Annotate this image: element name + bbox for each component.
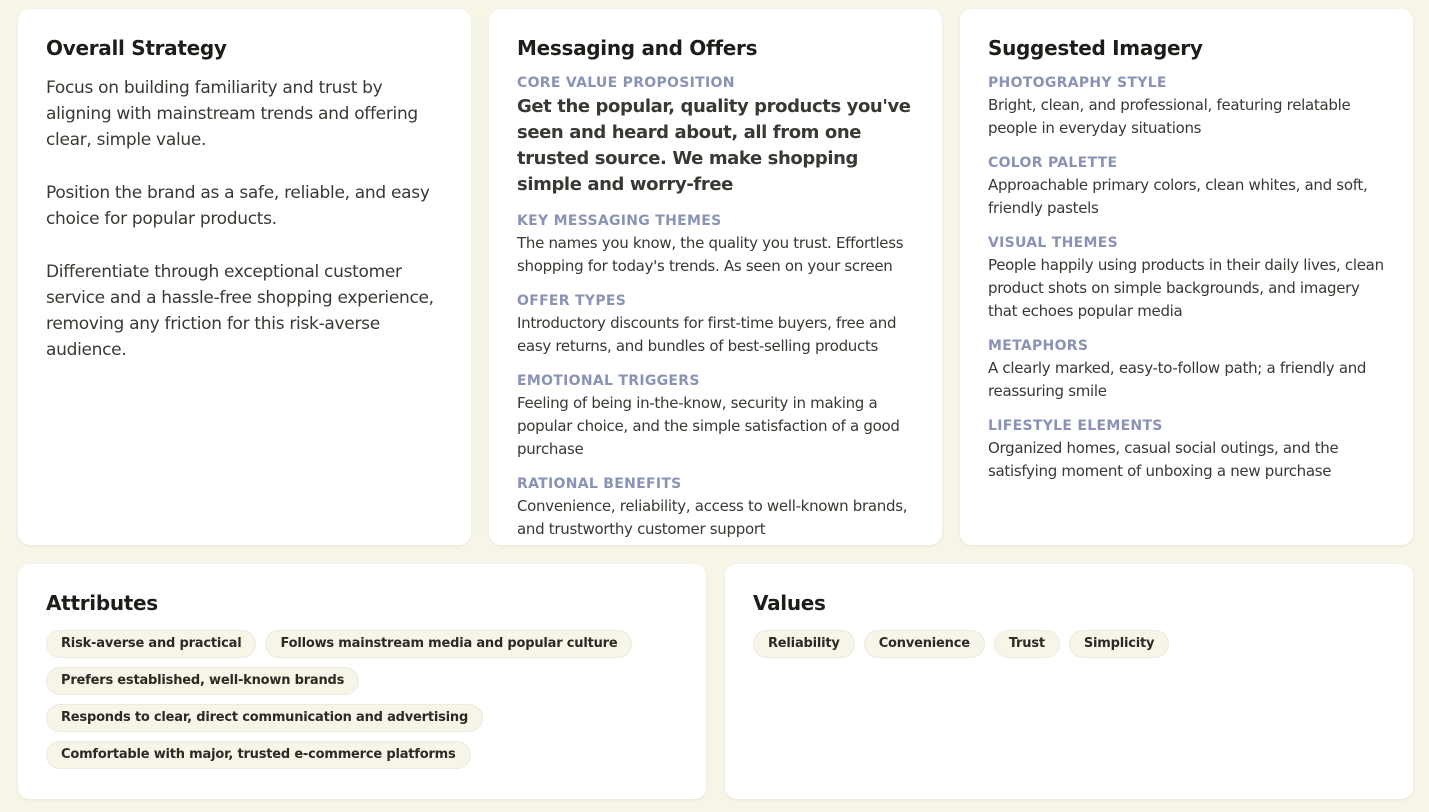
overall-strategy-card (18, 9, 471, 545)
section-label: LIFESTYLE ELEMENTS (988, 418, 1163, 434)
imagery-section-visual-themes (988, 235, 1385, 323)
values-card (725, 564, 1413, 799)
imagery-section-photography (988, 75, 1385, 140)
attribute-chip: Risk-averse and practical (46, 630, 256, 658)
attributes-title: Attributes (46, 591, 158, 615)
section-text: The names you know, the quality you trust. Effortless shopping for today's trends. As seen on your screen (517, 234, 904, 275)
section-text: Convenience, reliability, access to well-known brands, and trustworthy customer support (517, 497, 908, 538)
section-label: RATIONAL BENEFITS (517, 476, 682, 492)
section-text: Feeling of being in-the-know, security in making a popular choice, and the simple satisfaction of a good purchase (517, 394, 900, 458)
messaging-section-emotional-triggers (517, 373, 914, 461)
chip-row (46, 741, 678, 769)
suggested-imagery-title: Suggested Imagery (988, 36, 1203, 60)
strategy-paragraph: Differentiate through exceptional customer service and a hassle-free shopping experience, removing any friction for this risk-averse audience. (46, 262, 434, 360)
section-label: PHOTOGRAPHY STYLE (988, 75, 1167, 91)
values-title: Values (753, 591, 826, 615)
messaging-offers-card (489, 9, 942, 545)
messaging-section-rational-benefits (517, 476, 914, 541)
section-label: CORE VALUE PROPOSITION (517, 75, 735, 91)
chip-row (46, 704, 678, 732)
messaging-section-key-themes (517, 213, 914, 278)
section-text: Bright, clean, and professional, featuring relatable people in everyday situations (988, 96, 1351, 137)
imagery-section-lifestyle (988, 418, 1385, 483)
attribute-chip: Prefers established, well-known brands (46, 667, 359, 695)
value-chip: Convenience (864, 630, 985, 658)
overall-strategy-title: Overall Strategy (46, 36, 227, 60)
strategy-paragraph: Position the brand as a safe, reliable, and easy choice for popular products. (46, 183, 430, 229)
chip-row (46, 667, 678, 695)
value-chip: Simplicity (1069, 630, 1169, 658)
imagery-section-metaphors (988, 338, 1385, 403)
section-text: People happily using products in their daily lives, clean product shots on simple backgrounds, and imagery that echoes popular media (988, 256, 1384, 320)
section-text: Introductory discounts for first-time buyers, free and easy returns, and bundles of best-selling products (517, 314, 897, 355)
attribute-chip: Comfortable with major, trusted e-commerce platforms (46, 741, 471, 769)
section-label: OFFER TYPES (517, 293, 627, 309)
chip-row (46, 630, 678, 658)
messaging-section-offer-types (517, 293, 914, 358)
section-label: EMOTIONAL TRIGGERS (517, 373, 700, 389)
section-text: Approachable primary colors, clean whites, and soft, friendly pastels (988, 176, 1368, 217)
section-text: Get the popular, quality products you've seen and heard about, all from one trusted source. We make shopping simple and worry-free (517, 96, 911, 195)
attribute-chip: Responds to clear, direct communication and advertising (46, 704, 483, 732)
messaging-section-core-value (517, 75, 914, 198)
attributes-card (18, 564, 706, 799)
chip-row (753, 630, 1385, 658)
section-label: VISUAL THEMES (988, 235, 1119, 251)
imagery-section-color-palette (988, 155, 1385, 220)
section-label: METAPHORS (988, 338, 1089, 354)
suggested-imagery-card (960, 9, 1413, 545)
strategy-paragraph: Focus on building familiarity and trust by aligning with mainstream trends and offering clear, simple value. (46, 78, 418, 150)
attribute-chip: Follows mainstream media and popular culture (265, 630, 632, 658)
section-label: KEY MESSAGING THEMES (517, 213, 722, 229)
value-chip: Trust (994, 630, 1060, 658)
section-text: A clearly marked, easy-to-follow path; a friendly and reassuring smile (988, 359, 1367, 400)
section-label: COLOR PALETTE (988, 155, 1118, 171)
section-text: Organized homes, casual social outings, and the satisfying moment of unboxing a new purchase (988, 439, 1339, 480)
value-chip: Reliability (753, 630, 855, 658)
messaging-offers-title: Messaging and Offers (517, 36, 758, 60)
